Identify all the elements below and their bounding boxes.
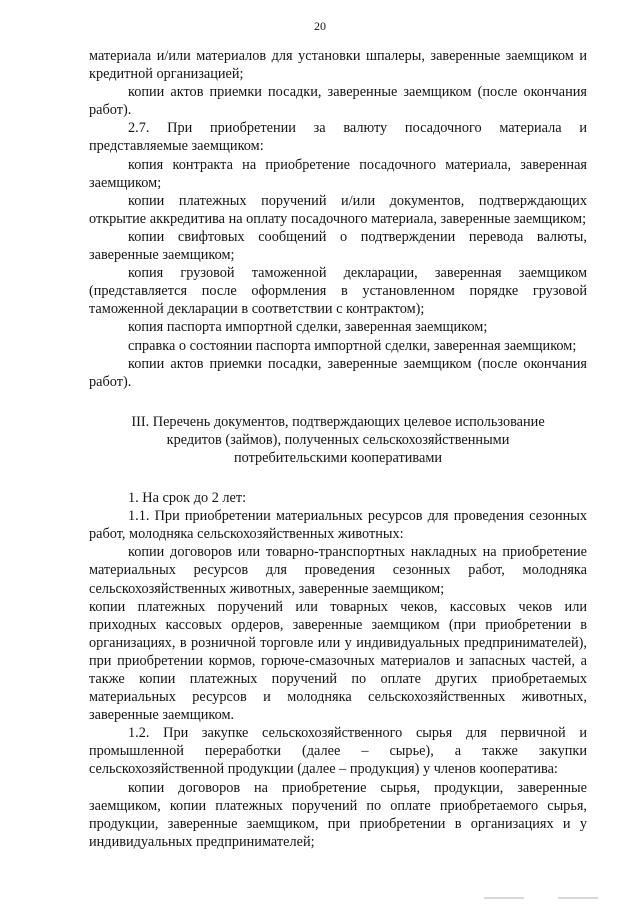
scan-mark bbox=[558, 897, 598, 899]
section-heading-line: потребительскими кооперативами bbox=[233, 449, 443, 466]
section-heading-line: III. Перечень документов, подтверждающих целевое использование bbox=[131, 413, 545, 430]
paragraph: копии договоров на приобретение сырья, продукции, заверенные заемщиком, копии платежных поручений по оплате приобретаемого сырья, продукции, заверенные заемщиком, при приобретении в организациях и у индивидуальных предпринимателей; bbox=[89, 779, 587, 850]
paragraph: 1.1. При приобретении материальных ресурсов для проведения сезонных работ, молодняка сельскохозяйственных животных: bbox=[89, 508, 587, 543]
paragraph: 2.7. При приобретении за валюту посадочного материала и представляемые заемщиком: bbox=[89, 120, 587, 155]
paragraph: копии свифтовых сообщений о подтверждении перевода валюты, заверенные заемщиком; bbox=[89, 228, 587, 264]
paragraph: копии актов приемки посадки, заверенные заемщиком (после окончания работ). bbox=[89, 84, 587, 119]
paragraph: копии договоров или товарно-транспортных накладных на приобретение материальных ресурсов для проведения сезонных работ, молодняка сельскохозяйственных животных, заверенные заемщиком; bbox=[89, 544, 587, 597]
paragraphs-bottom bbox=[89, 489, 587, 851]
section-heading bbox=[89, 413, 587, 467]
document-body bbox=[89, 47, 587, 851]
paragraph: 1.2. При закупке сельскохозяйственного сырья для первичной и промышленной переработки (далее – сырье), а также закупки сельскохозяйственной продукции (далее – продукция) у членов кооператива: bbox=[89, 725, 587, 778]
section-heading-line: кредитов (займов), полученных сельскохозяйственными bbox=[166, 431, 510, 448]
paragraph: копия контракта на приобретение посадочного материала, заверенная заемщиком; bbox=[89, 156, 587, 191]
paragraph: копия грузовой таможенной декларации, заверенная заемщиком (представляется после оформления в установленном порядке грузовой таможенной декларации в соответствии с контрактом); bbox=[89, 265, 587, 318]
paragraph: 1. На срок до 2 лет: bbox=[128, 490, 247, 507]
scan-mark bbox=[484, 897, 524, 899]
paragraph: копии актов приемки посадки, заверенные заемщиком (после окончания работ). bbox=[89, 355, 587, 390]
paragraph: копии платежных поручений и/или документов, подтверждающих открытие аккредитива на оплату посадочного материала, заверенные заемщиком; bbox=[89, 192, 587, 227]
paragraph: материала и/или материалов для установки шпалеры, заверенные заемщиком и кредитной организацией; bbox=[89, 48, 587, 83]
paragraph: копия паспорта импортной сделки, заверенная заемщиком; bbox=[128, 319, 488, 336]
page-number: 20 bbox=[314, 19, 326, 33]
paragraph: копии платежных поручений или товарных чеков, кассовых чеков или приходных кассовых ордеров, заверенные заемщиком (при приобретении в организациях, в розничной торговле или у индивидуальных предпринимателей), при приобретении кормов, горюче-смазочных материалов и запасных частей, а также копии платежных поручений по оплате других приобретаемых материальных ресурсов и молодняка сельскохозяйственных животных, заверенные заемщиком. bbox=[89, 598, 587, 724]
paragraph: справка о состоянии паспорта импортной сделки, заверенная заемщиком; bbox=[128, 337, 577, 354]
paragraphs-top bbox=[89, 47, 587, 391]
